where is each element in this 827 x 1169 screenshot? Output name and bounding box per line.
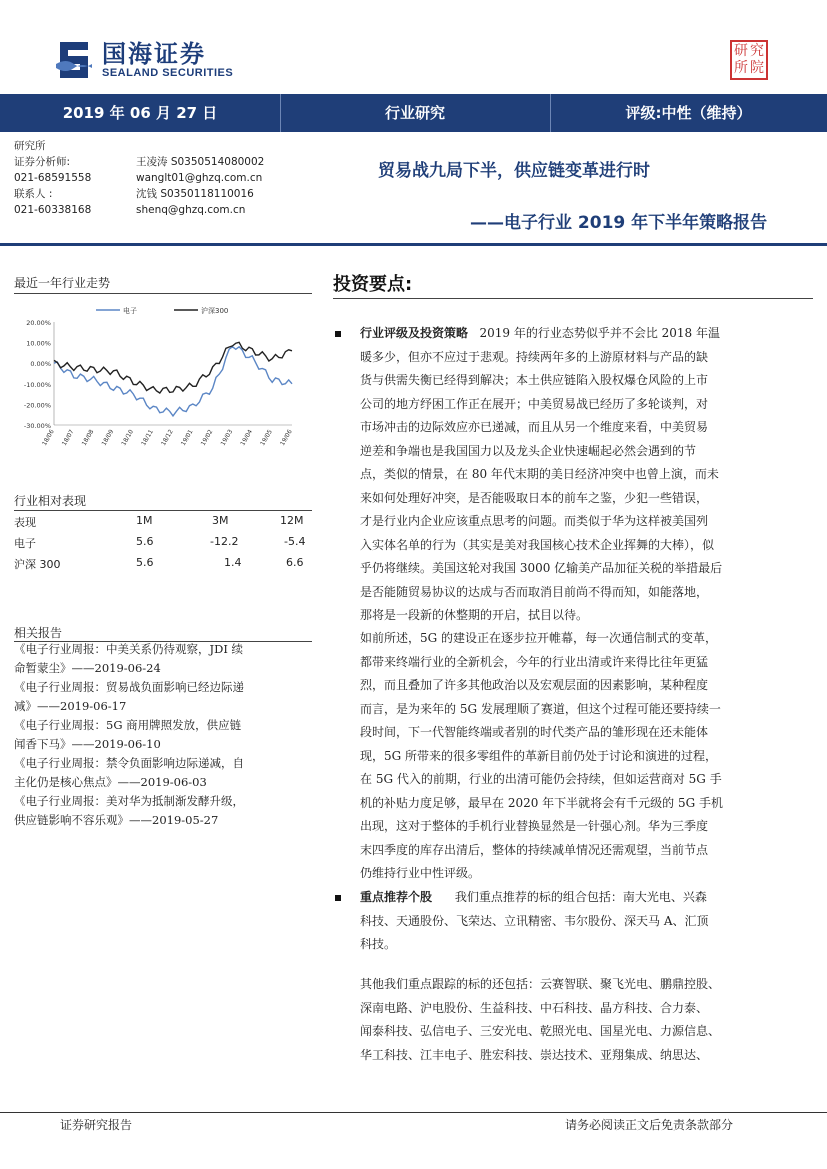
divider [14, 293, 312, 294]
y-tick-label: -10.00% [23, 380, 51, 389]
list-item[interactable]: 《电子行业周报：贸易战负面影响已经边际递 [14, 680, 244, 694]
list-item[interactable]: 《电子行业周报：中美关系仍待观察，JDI 续 [14, 642, 244, 656]
table-row: 沪深 300 5.6 1.4 6.6 [14, 556, 304, 571]
footer-disclaimer[interactable]: 请务必阅读正文后免责条款部分 [565, 1118, 734, 1132]
paragraph-strategy: 行业评级及投资策略 2019 年的行业态势似乎并不会比 2018 年温 暖多少，但亦不应过于悲观。持续两年多的上游原材料与产品的缺 货与供需失衡已经得到解决；本土供应链陷入股权爆仓风险的上市 公司的地方纾困工作正在展开；中美贸易战已经历了多轮谈判，对 市场冲击的边际效应亦已递减，而且从另一个维度来看，中美贸易 逆差和争端也是我国国力以及龙头企业快速崛起必然会遇到的节 点，类似的情景，在 80 年代末期的美日经济冲突中也曾上演，而未 来如何处理好冲突，是否能吸取日本的前车之鉴，少犯一些错误， 才是行业内企业应该重点思考的问题。而类似于华为这样被美国列 入实体名单的行为（其实是美对我国核心技术企业挥舞的大棒），似 乎仍将继续。美国这轮对我国 3000 亿输美产品加征关税的举措最后 是否能随贸易协议的达成与否而取消目前尚不得而知，如能落地， 那将是一段新的休整期的开启，拭目以待。 [360, 326, 723, 622]
strategy-subheading: 行业评级及投资策略 [360, 326, 469, 340]
divider [14, 510, 312, 511]
x-tick-label: 19/02 [199, 428, 215, 447]
contact-email[interactable]: shenq@ghzq.com.cn [136, 204, 246, 216]
legend-label: 电子 [123, 307, 137, 315]
x-tick-label: 18/07 [60, 428, 76, 447]
header-rule [0, 243, 827, 246]
paragraph-5g: 如前所述，5G 的建设正在逐步拉开帷幕，每一次通信制式的变革， 都带来终端行业的全新机会，今年的行业出清或许来得比往年更猛 烈，而且叠加了许多其他政治以及宏观层面的因素影响，某种程度 而言，是为来年的 5G 发展理顺了赛道，但这个过程可能还要持续一 段时间，下一代智能终端或者别的时代类产品的雏形现在还未能体 现，5G 所带来的很多零组件的革新目前仍处于讨论和演进的过程， 在 5G 代入的前期，行业的出清可能仍会持续，但如运营商对 5G 手 机的补贴力度足够，最早在 2020 年下半就将会有千元级的 5G 手机 出现，这对于整体的手机行业替换显然是一针强心剂。华为三季度 末四季度的库存出清后，整体的持续减单情况还需观望，当前节点 仍维持行业中性评级。 [360, 631, 724, 880]
sealand-logo-icon [54, 38, 94, 82]
report-date: 2019 年 06 月 27 日 [62, 104, 218, 122]
x-tick-label: 19/04 [239, 428, 255, 447]
footer-rule [0, 1112, 827, 1113]
picks-subheading: 重点推荐个股 [360, 890, 433, 904]
bullet-icon [335, 895, 341, 901]
series-line-csi300 [54, 342, 292, 393]
performance-table [14, 512, 312, 575]
industry-trend-chart [14, 300, 304, 460]
research-seal: 研 究 所 院 [730, 40, 768, 80]
series-line-electronics [54, 347, 292, 416]
list-item[interactable]: 减》——2019-06-17 [14, 699, 127, 713]
list-item[interactable]: 闻香下马》——2019-06-10 [14, 737, 161, 751]
report-title: 贸易战九局下半，供应链变革进行时 [378, 161, 650, 181]
x-tick-label: 18/12 [160, 428, 175, 447]
x-tick-label: 18/11 [140, 428, 155, 447]
divider [333, 298, 813, 299]
x-tick-label: 19/01 [179, 428, 195, 447]
y-tick-label: 10.00% [26, 339, 51, 348]
x-tick-label: 18/09 [100, 428, 116, 447]
contact-name: 沈钱 S0350118110016 [136, 188, 254, 200]
list-item[interactable]: 《电子行业周报：5G 商用牌照发放，供应链 [14, 718, 242, 732]
x-tick-label: 19/03 [219, 428, 235, 447]
company-logo [54, 38, 233, 82]
x-tick-label: 18/10 [120, 428, 136, 447]
table-row: 电子 5.6 -12.2 -5.4 [14, 535, 306, 550]
y-tick-label: 0.00% [30, 360, 51, 369]
logo-english-name: SEALAND SECURITIES [102, 67, 234, 79]
analyst-email[interactable]: wanglt01@ghzq.com.cn [136, 172, 263, 184]
paragraph-picks: 重点推荐个股 我们重点推荐的标的组合包括：南大光电、兴森 科技、天通股份、飞荣达、立讯精密、韦尔股份、深天马 A、汇顶 科技。 [360, 890, 709, 951]
department-label: 研究所 [14, 140, 46, 152]
list-item[interactable]: 命暂蒙尘》——2019-06-24 [14, 661, 161, 675]
y-tick-label: -30.00% [23, 422, 51, 430]
report-rating: 评级:中性（维持） [625, 104, 752, 122]
performance-heading: 行业相对表现 [14, 494, 87, 508]
analyst-name: 王凌涛 S0350514080002 [136, 156, 265, 168]
footer-left: 证券研究报告 [60, 1118, 133, 1132]
x-tick-label: 19/06 [279, 428, 294, 447]
paragraph-tracked: 其他我们重点跟踪的标的还包括：云赛智联、聚飞光电、鹏鼎控股、 深南电路、沪电股份、生益科技、中石科技、晶方科技、合力泰、 闻泰科技、弘信电子、三安光电、乾照光电、国星光电、力源信息、 华工科技、江丰电子、胜宏科技、崇达技术、亚翔集成、纳思达、 [360, 977, 721, 1062]
x-tick-label: 18/06 [41, 428, 56, 447]
header-banner [0, 94, 827, 132]
y-tick-label: 20.00% [26, 319, 51, 327]
legend-label: 沪深300 [201, 307, 229, 315]
list-item[interactable]: 《电子行业周报：美对华为抵制渐发酵升级， [14, 794, 244, 808]
list-item[interactable]: 主化仍是核心焦点》——2019-06-03 [14, 775, 207, 789]
related-heading: 相关报告 [14, 626, 63, 640]
trend-heading: 最近一年行业走势 [14, 276, 111, 290]
logo-chinese-name: 国海证券 [102, 40, 206, 68]
x-tick-label: 19/05 [259, 428, 274, 447]
x-tick-label: 18/08 [80, 428, 96, 447]
investment-highlights-heading: 投资要点: [333, 274, 413, 295]
list-item[interactable]: 《电子行业周报：禁令负面影响边际递减，自 [14, 756, 244, 770]
report-category: 行业研究 [384, 104, 445, 122]
report-subtitle: ——电子行业 2019 年下半年策略报告 [470, 213, 768, 233]
related-reports-list [14, 640, 314, 830]
y-tick-label: -20.00% [23, 401, 51, 410]
list-item[interactable]: 供应链影响不容乐观》——2019-05-27 [14, 813, 219, 827]
trend-chart-svg [14, 300, 304, 460]
table-header-row: 表现 1M 3M 12M [14, 514, 304, 529]
analyst-contacts: 研究所 证券分析师: 王凌涛 S0350514080002 021-68591558 wanglt01@ghzq.com.cn 联系人 : 沈钱 S0350118110016 021-60338168 shenq@ghzq.com.cn [14, 140, 265, 216]
bullet-icon [335, 331, 341, 337]
